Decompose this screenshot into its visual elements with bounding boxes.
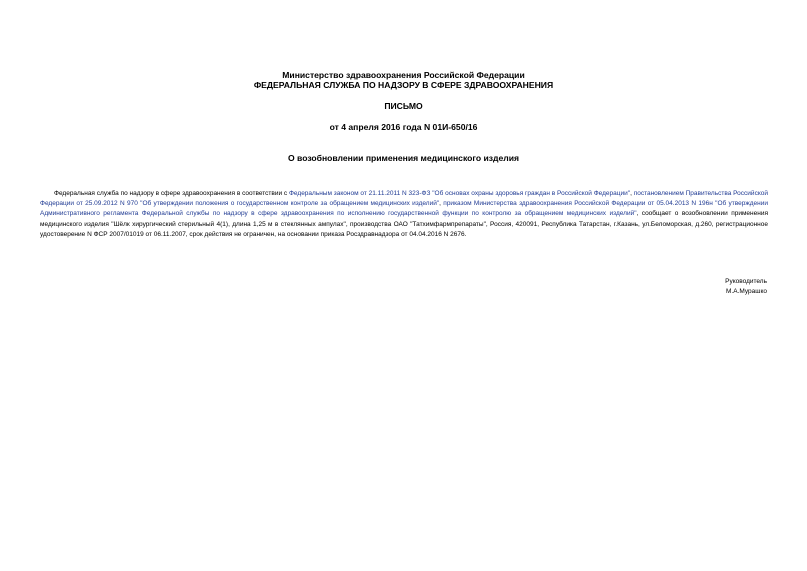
signature-name: М.А.Мурашко (725, 288, 767, 295)
government-decree-link[interactable]: постановлением Правительства Российской Федерации от 25.09.2012 N 970 "Об утверждении положения о государственном контроле за обращением медицинских изделий" (40, 189, 768, 207)
document-subject: О возобновлении применения медицинского изделия (287, 153, 520, 163)
letter-body (40, 189, 768, 241)
document-type: ПИСЬМО (384, 101, 423, 111)
body-text-3: , (439, 199, 444, 207)
federal-law-link[interactable]: Федеральным законом от 21.11.2011 N 323-ФЗ "Об основах охраны здоровья граждан в Российской Федерации" (288, 189, 631, 197)
document-date-number: от 4 апреля 2016 года N 01И-650/16 (329, 122, 478, 132)
ministry-order-link[interactable]: приказом Министерства здравоохранения Российской Федерации от 05.04.2013 N 196н "Об утверждении Административного регламента Федеральной службы по надзору в сфере здравоохранения по исполнению государственной функции по контролю за обращением медицинских изделий" (40, 199, 768, 218)
body-text-4: , сообщает о возобновлении применения медицинского изделия "Шёлк хирургический стерильный 4(1), длина 1,25 м в стеклянных ампулах", производства ОАО "Татхимфармпрепараты", Россия, 420091, Республика Татарстан, г.Казань, ул.Беломорская, д.260, регистрационное удостоверение N ФСР 2007/01019 от 06.11.2007, срок действия не ограничен, на основании приказа Росздравнадзора от 04.04.2016 N 2676. (40, 210, 768, 239)
ministry-name: Министерство здравоохранения Российской Федерации (282, 70, 525, 80)
signature-title: Руководитель (725, 278, 767, 285)
body-text-1: Федеральная служба по надзору в сфере здравоохранения в соответствии с (54, 189, 289, 197)
body-text-2: , (630, 189, 634, 197)
service-name: ФЕДЕРАЛЬНАЯ СЛУЖБА ПО НАДЗОРУ В СФЕРЕ ЗДРАВООХРАНЕНИЯ (253, 80, 554, 90)
